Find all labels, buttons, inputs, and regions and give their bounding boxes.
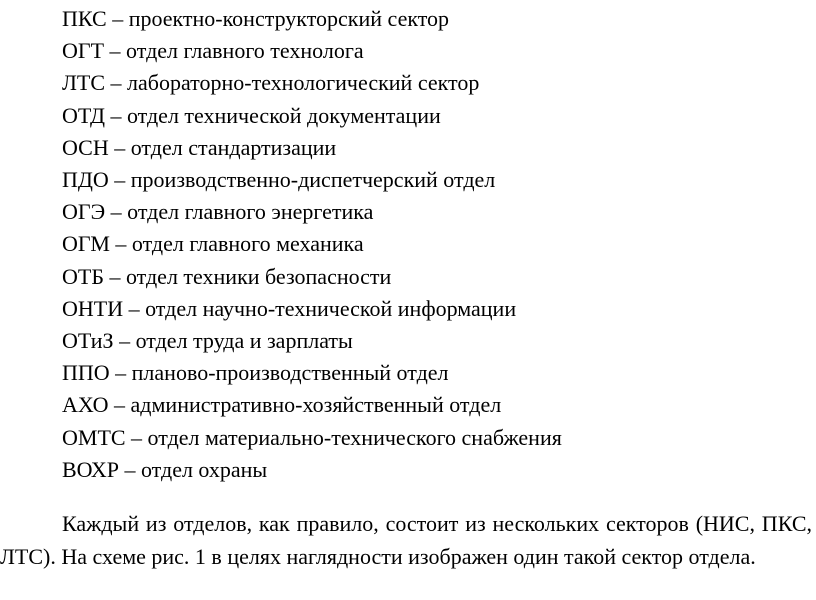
abbreviation-item: ОМТС – отдел материально-технического снабжения — [62, 424, 562, 450]
abbreviation-item: ОНТИ – отдел научно-технической информации — [62, 295, 517, 321]
abbreviation-item: ОТиЗ – отдел труда и зарплаты — [62, 328, 353, 354]
abbreviation-item: ППО – планово-производственный отдел — [62, 360, 449, 386]
body-paragraph: Каждый из отделов, как правило, состоит из нескольких секторов (НИС, ПКС, ЛТС). На схеме рис. 1 в целях наглядности изображен один такой сектор отдела. — [0, 511, 812, 569]
abbreviation-item: ВОХР – отдел охраны — [62, 456, 268, 482]
abbreviation-item: ЛТС – лабораторно-технологический сектор — [62, 70, 480, 96]
abbreviation-item: ОГТ – отдел главного технолога — [62, 38, 364, 64]
abbreviation-item: ПДО – производственно-диспетчерский отдел — [62, 167, 496, 193]
abbreviation-item: ОСН – отдел стандартизации — [62, 134, 337, 160]
abbreviation-item: ОТД – отдел технической документации — [62, 102, 441, 128]
abbreviation-item: ОТБ – отдел техники безопасности — [62, 263, 392, 289]
abbreviation-item: АХО – административно-хозяйственный отдел — [62, 392, 502, 418]
abbreviation-item: ОГМ – отдел главного механика — [62, 231, 364, 257]
abbreviation-list — [62, 3, 562, 486]
abbreviation-item: ОГЭ – отдел главного энергетика — [62, 199, 374, 225]
abbreviation-item: ПКС – проектно-конструкторский сектор — [62, 6, 450, 31]
